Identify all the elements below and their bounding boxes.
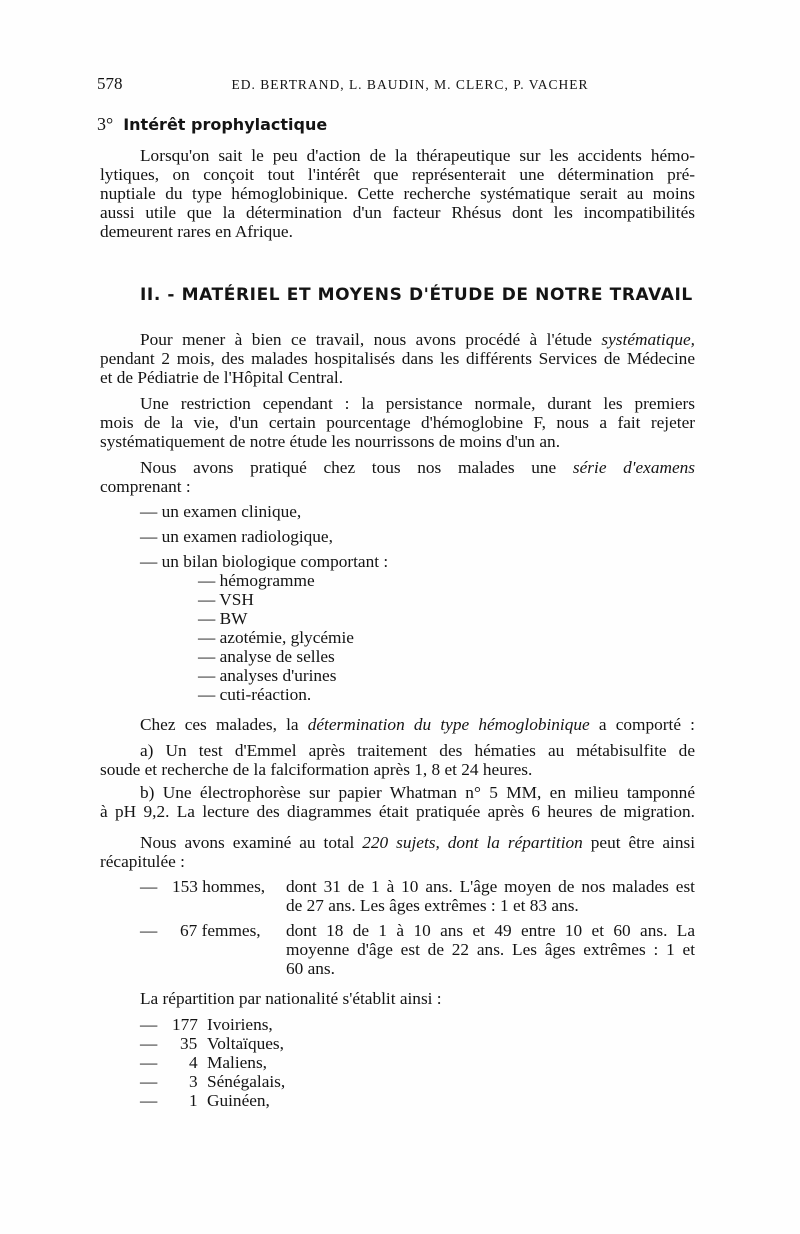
text-line: soude et recherche de la falciformation après 1, 8 et 24 heures. [100,760,533,779]
text-line: Lorsqu'on sait le peu d'action de la thérapeutique sur les accidents hémo- [140,146,695,165]
women-count: 67 femmes, [180,921,261,940]
list-item: — hémogramme [198,571,315,590]
list-item: — un examen clinique, [140,502,302,521]
list-item: — analyses d'urines [198,666,337,685]
text-line: a) Un test d'Emmel après traitement des hématies au métabisulfite de [140,741,695,760]
paragraph-determination: Chez ces malades, la détermination du type hémoglobinique a comporté : [140,715,695,734]
section-heading: II. - MATÉRIEL ET MOYENS D'ÉTUDE DE NOTRE TRAVAIL [140,285,693,305]
text-line: lytiques, on conçoit tout l'intérêt que représenterait une détermination pré- [100,165,695,184]
text-line: Nous avons pratiqué chez tous nos malades une série d'examens [140,458,695,477]
running-header-authors: ED. BERTRAND, L. BAUDIN, M. CLERC, P. VACHER [231,77,589,92]
list-item: — cuti-réaction. [198,685,312,704]
list-item: — azotémie, glycémie [198,628,354,647]
text-line: b) Une électrophorèse sur papier Whatman n° 5 MM, en milieu tamponné [140,783,695,802]
text-line: nuptiale du type hémoglobinique. Cette recherche systématique serait au moins [100,184,695,203]
text-line: dont 18 de 1 à 10 ans et 49 entre 10 et 60 ans. La [286,921,695,940]
subsection-heading [97,114,327,135]
dash: — [140,921,158,940]
text-line: dont 31 de 1 à 10 ans. L'âge moyen de nos malades est [286,877,695,896]
list-item: — VSH [198,590,254,609]
text-line: aussi utile que la détermination d'un facteur Rhésus dont les incompatibilités [100,203,695,222]
paragraph-nationality: La répartition par nationalité s'établit ainsi : [140,989,442,1008]
text-line: Une restriction cependant : la persistance normale, durant les premiers [140,394,695,413]
text-line: Nous avons examiné au total 220 sujets, dont la répartition peut être ainsi [140,833,696,852]
list-item: — BW [198,609,248,628]
text-line: systématiquement de notre étude les nourrissons de moins d'un an. [100,432,561,451]
dash: — [140,877,158,896]
text-line: 60 ans. [286,959,335,978]
list-item: — un bilan biologique comportant : [140,552,389,571]
subsection-number: 3° [97,114,114,134]
text-line: demeurent rares en Afrique. [100,222,293,241]
text-line: de 27 ans. Les âges extrêmes : 1 et 83 ans. [286,896,579,915]
list-item: — un examen radiologique, [140,527,333,546]
text-line: à pH 9,2. La lecture des diagrammes était pratiquée après 6 heures de migration. [100,802,695,821]
subsection-title: Intérêt prophylactique [123,115,328,134]
text-line: Pour mener à bien ce travail, nous avons procédé à l'étude systématique, [140,330,695,349]
text-line: pendant 2 mois, des malades hospitalisés dans les différents Services de Médecine [100,349,695,368]
text-line: et de Pédiatrie de l'Hôpital Central. [100,368,344,387]
page-number: 578 [97,74,123,93]
text-line: comprenant : [100,477,191,496]
text-line: récapitulée : [100,852,185,871]
text-line: moyenne d'âge est de 22 ans. Les âges extrêmes : 1 et [286,940,695,959]
list-item: — analyse de selles [198,647,335,666]
men-count: 153 hommes, [172,877,266,896]
text-line: mois de la vie, d'un certain pourcentage d'hémoglobine F, nous a fait rejeter [100,413,695,432]
